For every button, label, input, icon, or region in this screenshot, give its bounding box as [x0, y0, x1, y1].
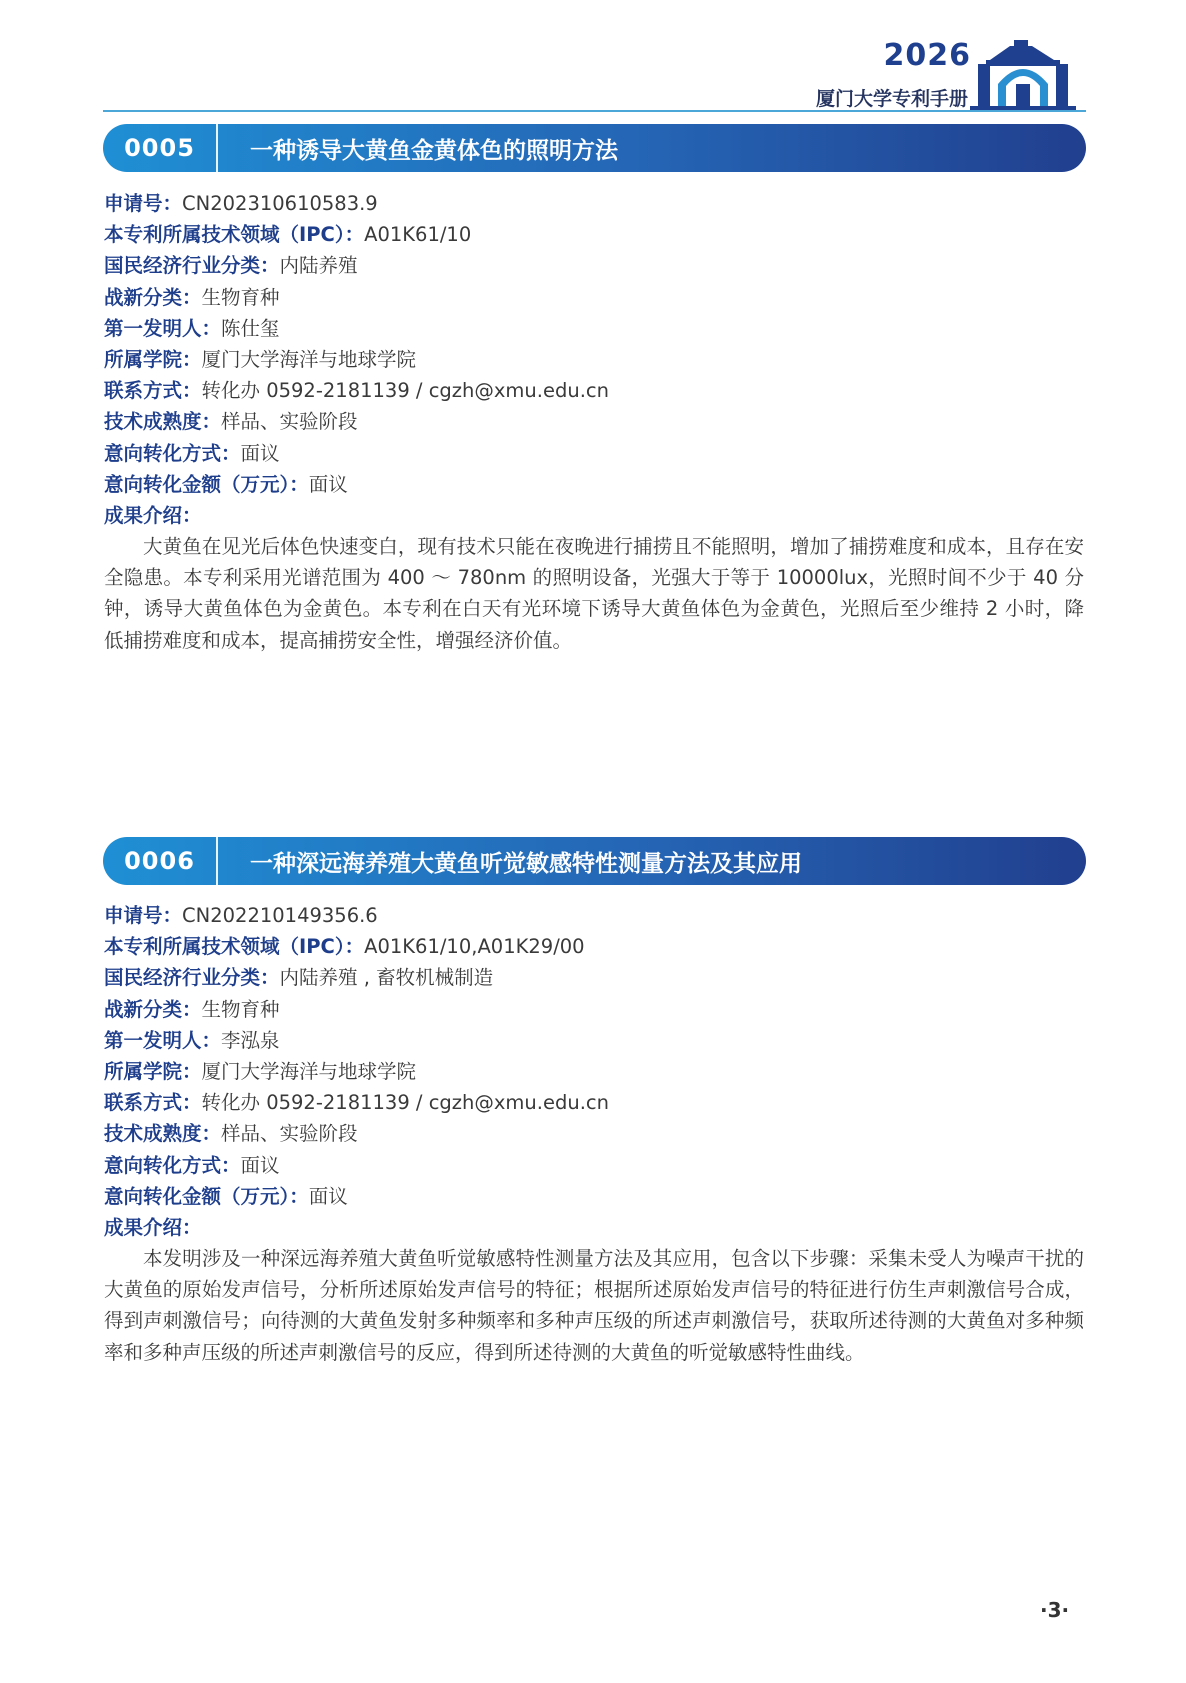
field-label: 所属学院：	[104, 347, 202, 371]
field-label: 本专利所属技术领域（IPC）：	[104, 935, 365, 959]
field-label: 第一发明人：	[104, 316, 222, 340]
field-ipc	[104, 219, 1084, 250]
patent-number: 0006	[124, 847, 195, 875]
field-college	[104, 1056, 1084, 1087]
field-strategic-category	[104, 994, 1084, 1025]
field-label: 战新分类：	[104, 997, 202, 1021]
field-value: 转化办 0592-2181139 / cgzh@xmu.edu.cn	[201, 1091, 609, 1115]
field-value: 李泓泉	[221, 1028, 280, 1052]
field-strategic-category	[104, 282, 1084, 313]
handbook-title: 厦门大学专利手册	[815, 88, 968, 110]
field-value: 样品、实验阶段	[221, 1122, 358, 1146]
field-transfer-amount	[104, 469, 1084, 500]
field-label: 申请号：	[104, 192, 183, 215]
field-label: 战新分类：	[104, 285, 202, 309]
patent-title: 一种深远海养殖大黄鱼听觉敏感特性测量方法及其应用	[250, 850, 802, 877]
patent-number: 0005	[124, 134, 195, 162]
field-label: 国民经济行业分类：	[104, 966, 280, 990]
patent-details	[104, 900, 1084, 1368]
field-label: 所属学院：	[104, 1059, 202, 1083]
field-ipc	[104, 931, 1084, 962]
field-contact	[104, 1087, 1084, 1118]
field-label: 技术成熟度：	[104, 1122, 222, 1146]
field-label: 技术成熟度：	[104, 410, 222, 434]
field-label: 申请号：	[104, 904, 183, 927]
field-label: 本专利所属技术领域（IPC）：	[104, 223, 365, 247]
field-value: 样品、实验阶段	[221, 410, 358, 434]
field-industry	[104, 962, 1084, 993]
field-label: 意向转化金额（万元）：	[104, 472, 309, 496]
field-value: 内陆养殖 , 畜牧机械制造	[279, 966, 494, 990]
field-label: 联系方式：	[104, 379, 202, 403]
field-college	[104, 344, 1084, 375]
field-label: 意向转化方式：	[104, 441, 241, 465]
field-value: 面议	[240, 441, 280, 465]
field-application-number	[104, 188, 1084, 219]
field-label: 意向转化方式：	[104, 1153, 241, 1177]
field-value: 内陆养殖	[279, 254, 358, 278]
field-contact	[104, 375, 1084, 406]
title-divider	[216, 124, 218, 172]
university-building-logo	[970, 40, 1076, 110]
field-label: 国民经济行业分类：	[104, 254, 280, 278]
intro-label: 成果介绍：	[104, 1215, 202, 1239]
field-application-number	[104, 900, 1084, 931]
header-rule	[103, 110, 1086, 112]
field-label: 意向转化金额（万元）：	[104, 1184, 309, 1208]
field-value: 转化办 0592-2181139 / cgzh@xmu.edu.cn	[201, 379, 609, 403]
field-value: 厦门大学海洋与地球学院	[201, 1059, 417, 1083]
field-value: CN202210149356.6	[182, 904, 378, 927]
field-transfer-amount	[104, 1181, 1084, 1212]
field-label: 联系方式：	[104, 1091, 202, 1115]
field-value: 面议	[308, 472, 348, 496]
intro-label: 成果介绍：	[104, 503, 202, 527]
page-header	[0, 0, 1186, 120]
field-industry	[104, 250, 1084, 281]
patent-title-bar	[103, 837, 1086, 885]
page-number: ·3·	[1040, 1598, 1070, 1622]
field-value: 面议	[240, 1153, 280, 1177]
field-label: 第一发明人：	[104, 1028, 222, 1052]
field-value: 陈仕玺	[221, 316, 280, 340]
patent-title: 一种诱导大黄鱼金黄体色的照明方法	[250, 137, 618, 164]
handbook-year: 2026	[883, 38, 971, 73]
field-maturity	[104, 1118, 1084, 1149]
field-transfer-method	[104, 438, 1084, 469]
field-transfer-method	[104, 1150, 1084, 1181]
intro-text: 本发明涉及一种深远海养殖大黄鱼听觉敏感特性测量方法及其应用，包含以下步骤：采集未受人为噪声干扰的大黄鱼的原始发声信号，分析所述原始发声信号的特征；根据所述原始发声信号的特征进行仿生声刺激信号合成，得到声刺激信号；向待测的大黄鱼发射多种频率和多种声压级的所述声刺激信号，获取所述待测的大黄鱼对多种频率和多种声压级的所述声刺激信号的反应，得到所述待测的大黄鱼的听觉敏感特性曲线。	[104, 1247, 1084, 1364]
field-value: 面议	[308, 1184, 348, 1208]
field-first-inventor	[104, 1025, 1084, 1056]
field-first-inventor	[104, 313, 1084, 344]
field-maturity	[104, 406, 1084, 437]
field-value: 生物育种	[201, 285, 280, 309]
field-value: CN202310610583.9	[182, 192, 378, 215]
field-value: 厦门大学海洋与地球学院	[201, 347, 417, 371]
field-value: 生物育种	[201, 997, 280, 1021]
field-value: A01K61/10	[364, 223, 472, 247]
intro-text: 大黄鱼在见光后体色快速变白，现有技术只能在夜晚进行捕捞且不能照明，增加了捕捞难度和成本，且存在安全隐患。本专利采用光谱范围为 400 ～ 780nm 的照明设备，光强大于等于 10000lux，光照时间不少于 40 分钟，诱导大黄鱼体色为金黄色。本专利在白天有光环境下诱导大黄鱼体色为金黄色，光照后至少维持 2 小时，降低捕捞难度和成本，提高捕捞安全性，增强经济价值。	[104, 535, 1084, 652]
patent-title-bar	[103, 124, 1086, 172]
title-divider	[216, 837, 218, 885]
patent-details	[104, 188, 1084, 656]
field-value: A01K61/10,A01K29/00	[364, 935, 585, 959]
